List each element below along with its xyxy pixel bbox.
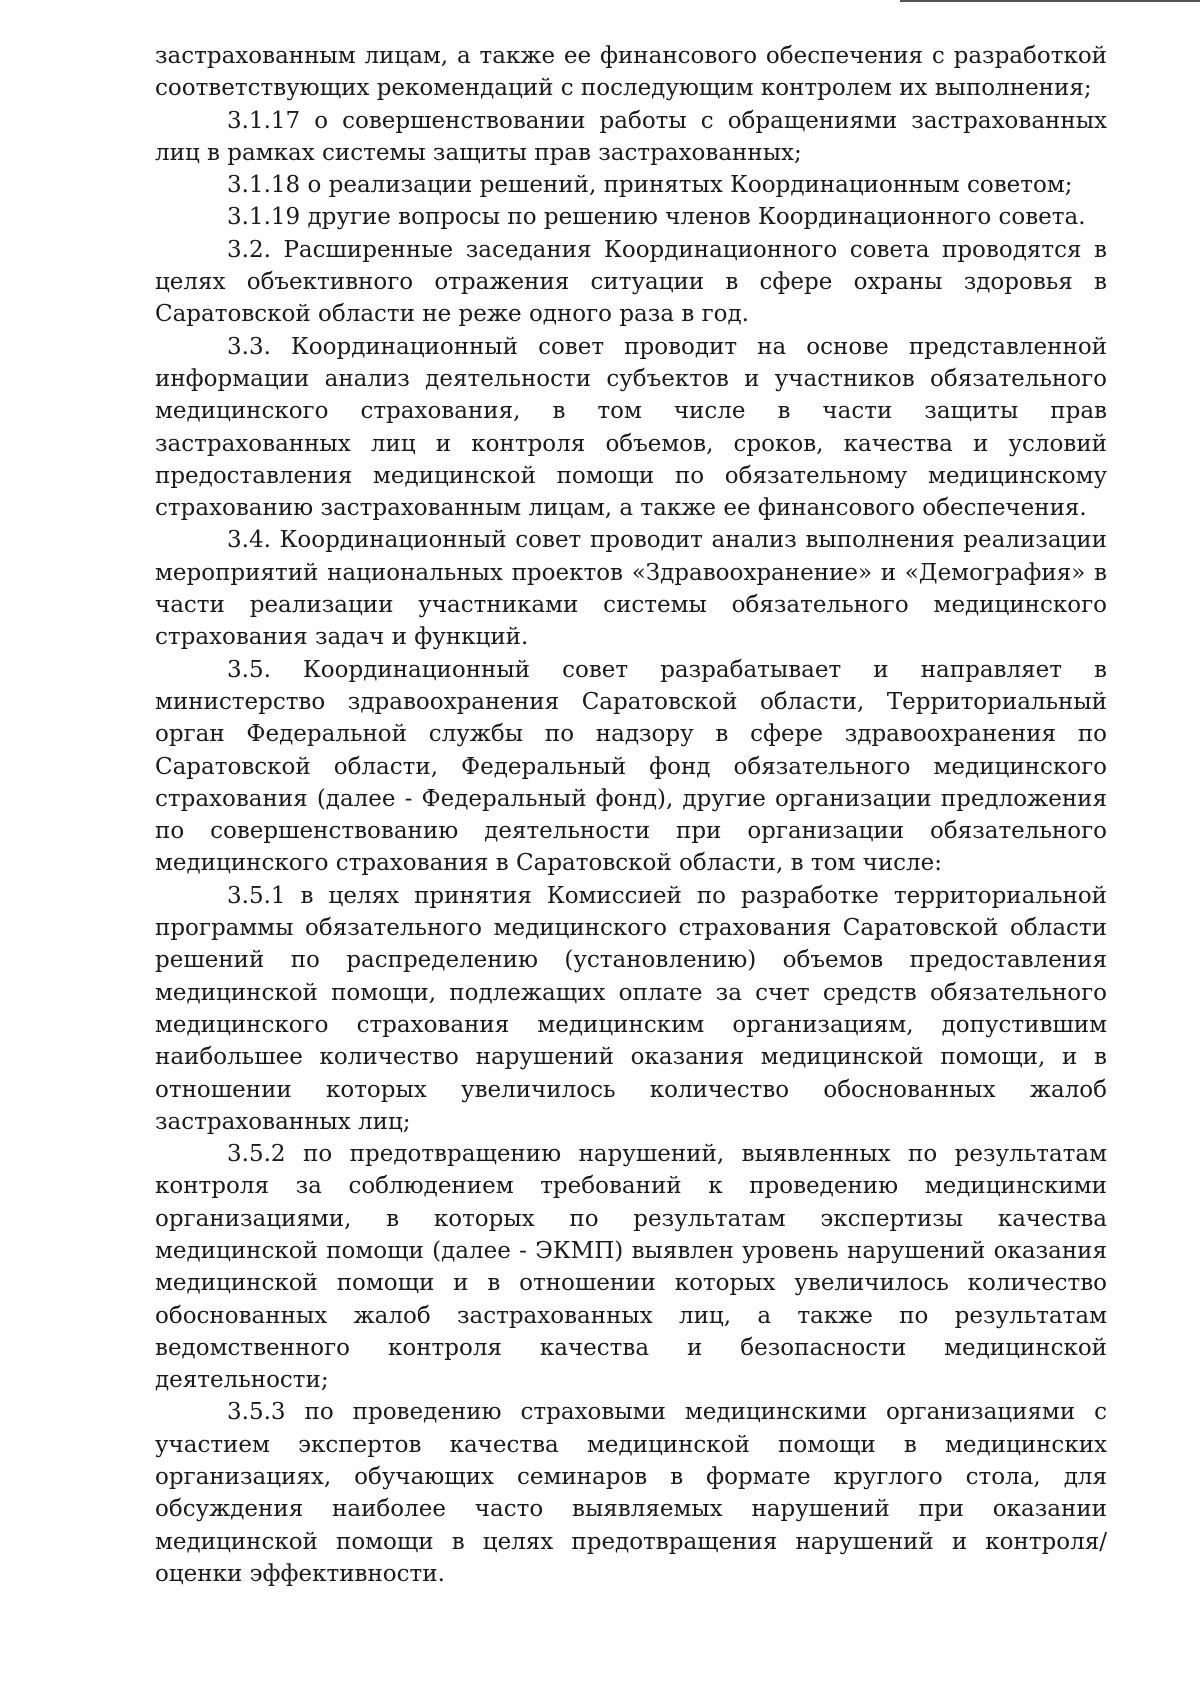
paragraph-3-5: 3.5. Координационный совет разрабатывает и направляет в министерство здравоохранения Саратовской области, Территориальный орган Федеральной службы по надзору в сфере здравоохранения по Саратовской области, Федеральный фонд обязательного медицинского страхования (далее - Федеральный фонд), другие организации предложения по совершенствованию деятельности при организации обязательного медицинского страхования в Саратовской области, в том числе: bbox=[155, 656, 1107, 877]
paragraph-3-1-18: 3.1.18 о реализации решений, принятых Координационным советом; bbox=[227, 172, 1073, 199]
paragraph-continuation: застрахованным лицам, а также ее финансового обеспечения с разработкой соответствующих рекомендаций с последующим контролем их выполнения; bbox=[155, 43, 1107, 102]
paragraph-3-5-1: 3.5.1 в целях принятия Комиссией по разработке территориальной программы обязательного медицинского страхования Саратовской области решений по распределению (установлению) объемов предоставления медицинской помощи, подлежащих оплате за счет средств обязательного медицинского страхования медицинским организациям, допустившим наибольшее количество нарушений оказания медицинской помощи, и в отношении которых увеличилось количество обоснованных жалоб застрахованных лиц; bbox=[155, 882, 1107, 1135]
paragraph-3-4: 3.4. Координационный совет проводит анализ выполнения реализации мероприятий национальных проектов «Здравоохранение» и «Демография» в части реализации участниками системы обязательного медицинского страхования задач и функций. bbox=[155, 527, 1107, 651]
paragraph-3-1-19: 3.1.19 другие вопросы по решению членов Координационного совета. bbox=[227, 204, 1086, 231]
paragraph-3-2: 3.2. Расширенные заседания Координационного совета проводятся в целях объективного отражения ситуации в сфере охраны здоровья в Саратовской области не реже одного раза в год. bbox=[155, 236, 1107, 328]
paragraph-3-1-17: 3.1.17 о совершенствовании работы с обращениями застрахованных лиц в рамках системы защиты прав застрахованных; bbox=[155, 107, 1107, 166]
paragraph-3-5-3: 3.5.3 по проведению страховыми медицинскими организациями с участием экспертов качества медицинской помощи в медицинских организациях, обучающих семинаров в формате круглого стола, для обсуждения наиболее часто выявляемых нарушений при оказании медицинской помощи в целях предотвращения нарушений и контроля/оценки эффективности. bbox=[155, 1399, 1107, 1587]
paragraph-3-5-2: 3.5.2 по предотвращению нарушений, выявленных по результатам контроля за соблюдением требований к проведению медицинскими организациями, в которых по результатам экспертизы качества медицинской помощи (далее - ЭКМП) выявлен уровень нарушений оказания медицинской помощи и в отношении которых увеличилось количество обоснованных жалоб застрахованных лиц, а также по результатам ведомственного контроля качества и безопасности медицинской деятельности; bbox=[155, 1141, 1107, 1394]
scan-edge-line bbox=[900, 0, 1200, 2]
paragraph-3-3: 3.3. Координационный совет проводит на основе представленной информации анализ деятельности субъектов и участников обязательного медицинского страхования, в том числе в части защиты прав застрахованных лиц и контроля объемов, сроков, качества и условий предоставления медицинской помощи по обязательному медицинскому страхованию застрахованным лицам, а также ее финансового обеспечения. bbox=[155, 333, 1107, 522]
document-body bbox=[155, 40, 1107, 1590]
